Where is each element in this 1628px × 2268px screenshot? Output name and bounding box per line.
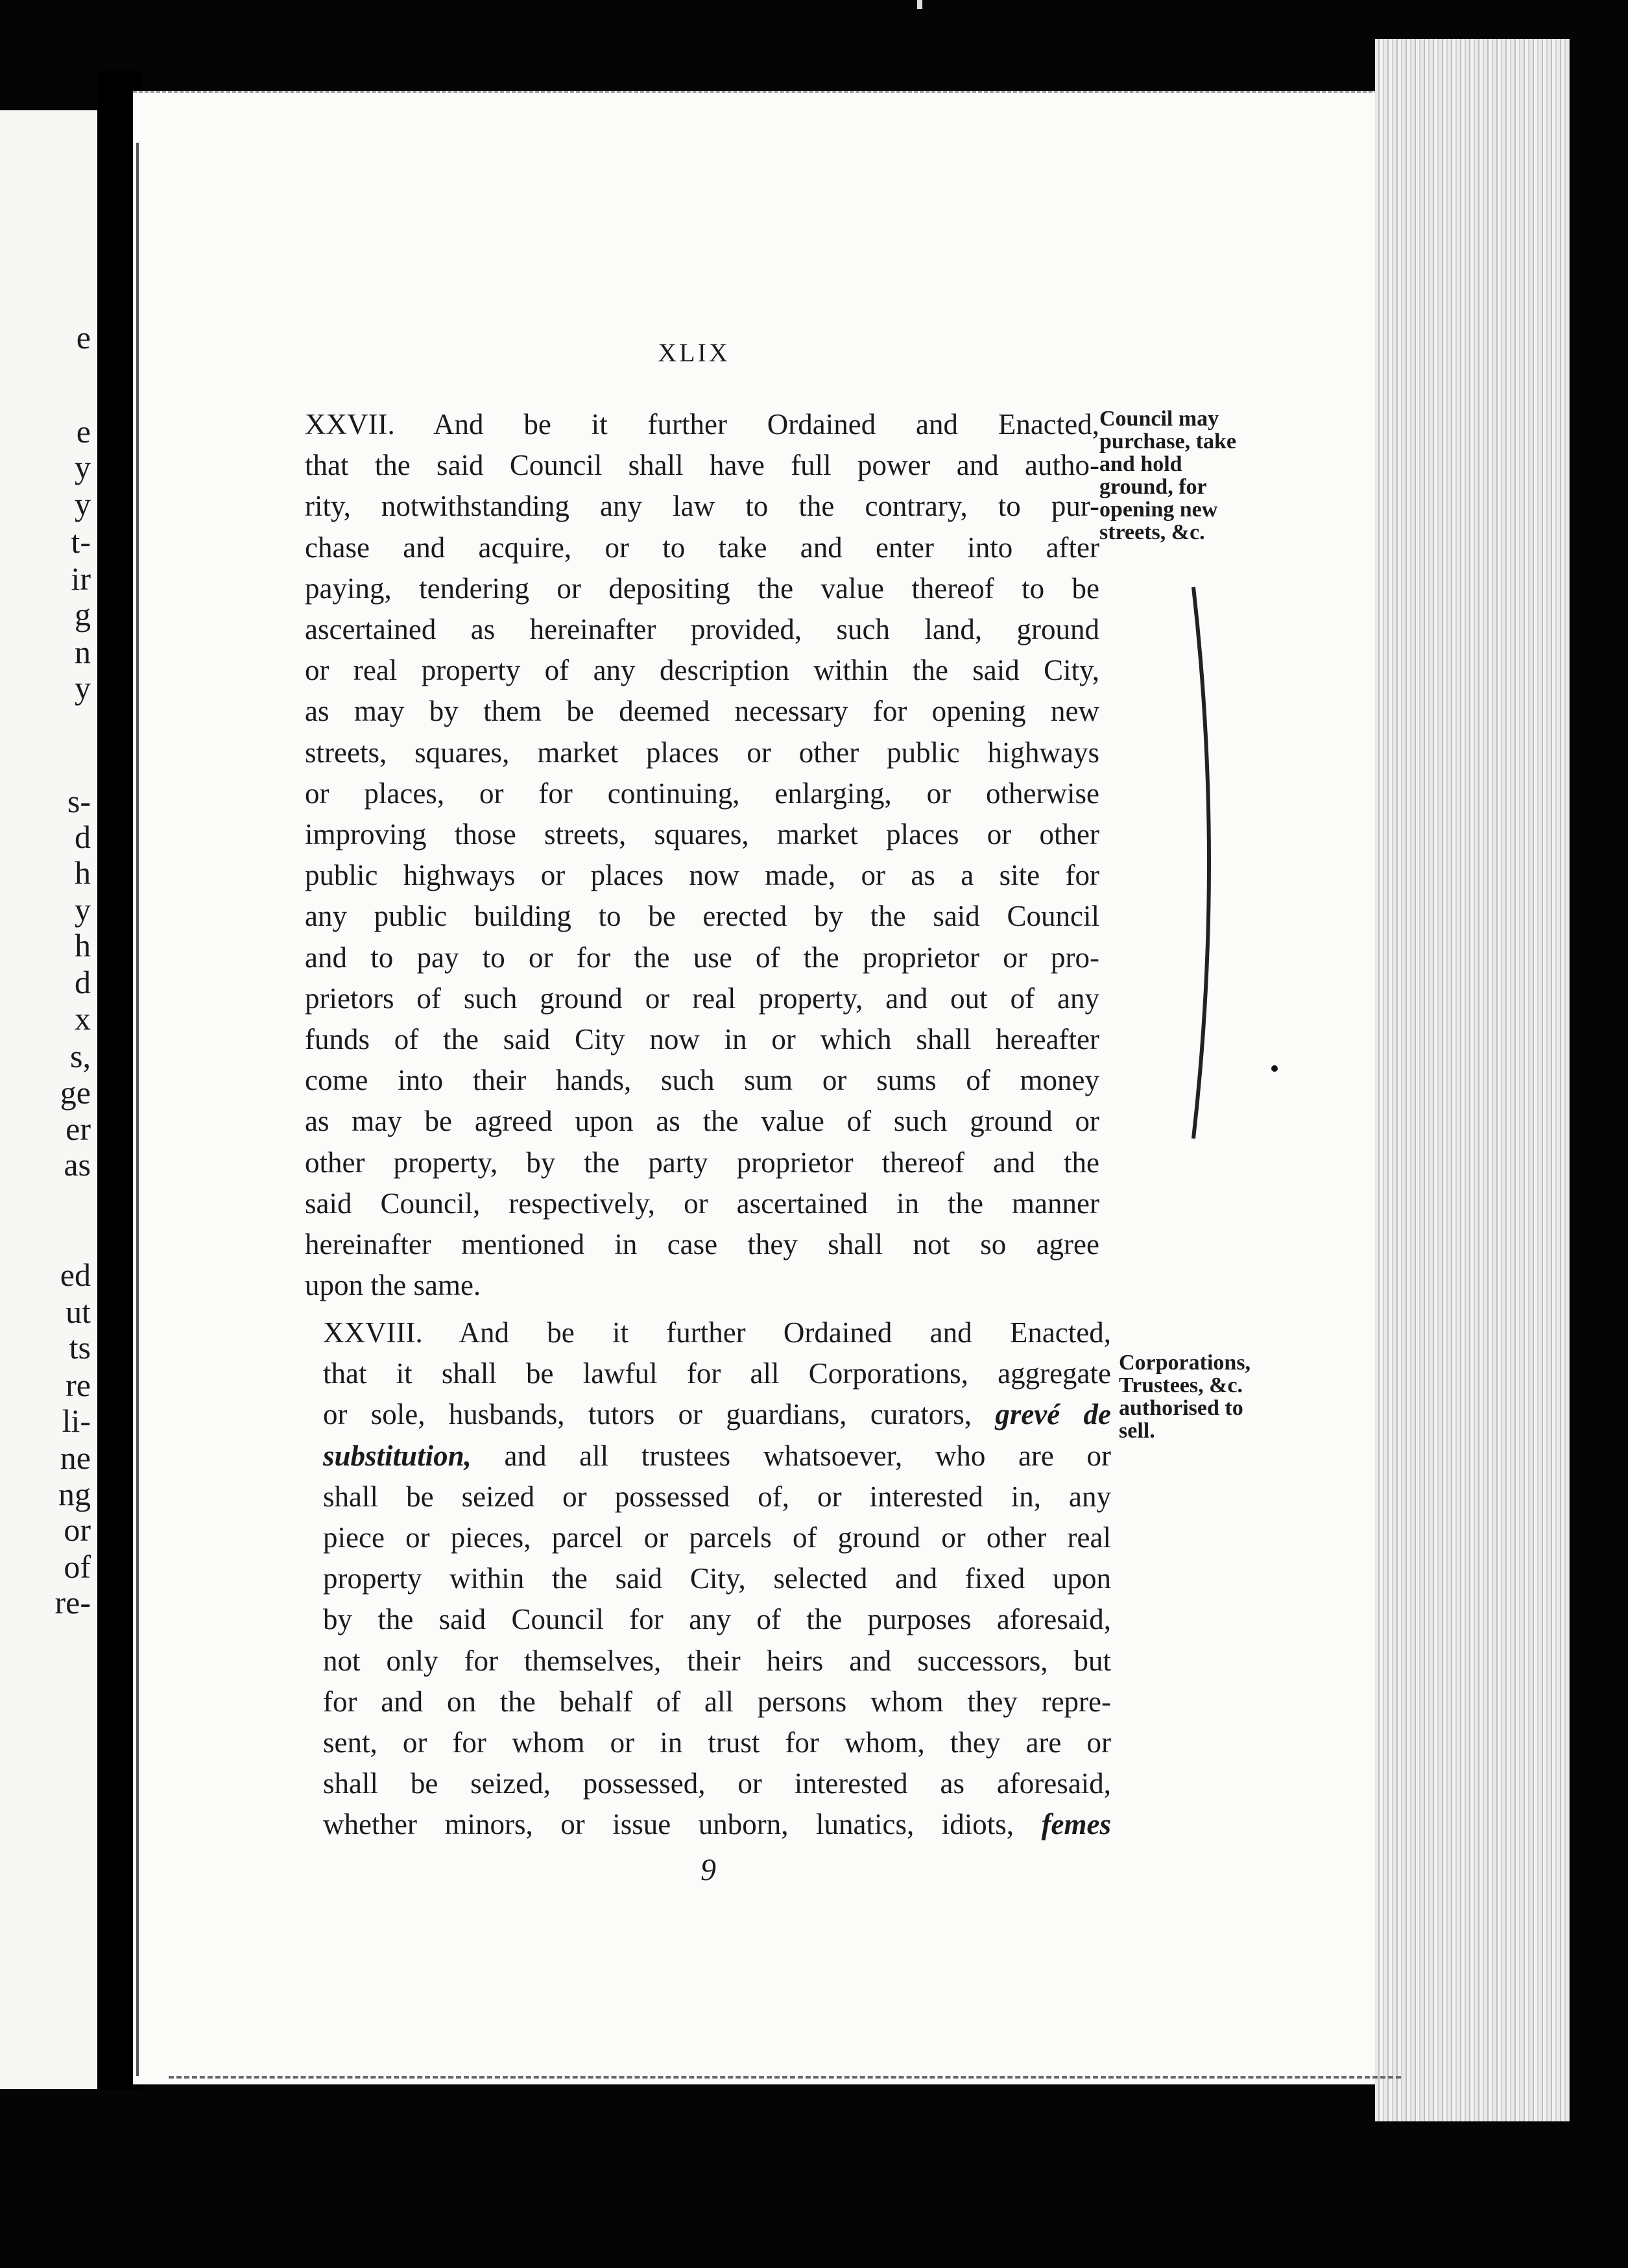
margin-note-line: streets, &c. bbox=[1099, 520, 1205, 544]
margin-note-line: purchase, take bbox=[1099, 429, 1236, 453]
page-number-header: XLIX bbox=[658, 338, 730, 367]
paragraph-line: or places, or for continuing, enlarging, or otherwise bbox=[305, 777, 1099, 810]
left-page-text-fragment: s- bbox=[67, 783, 91, 819]
paragraph-line: property within the said City, selected and fixed upon bbox=[323, 1562, 1111, 1595]
italic-term: substitution, bbox=[323, 1439, 472, 1472]
left-page-text-fragment: y bbox=[75, 891, 91, 928]
section-xxvii-paragraph bbox=[305, 404, 1099, 1306]
paragraph-line: that the said Council shall have full power and autho- bbox=[305, 449, 1099, 482]
margin-note-line: opening new bbox=[1099, 498, 1218, 522]
line-text: or sole, husbands, tutors or guardians, curators, bbox=[323, 1398, 972, 1431]
paragraph-lines-block bbox=[323, 1477, 1111, 1805]
left-page-text-fragment: g bbox=[75, 596, 91, 633]
paragraph-line: that it shall be lawful for all Corporations, aggregate bbox=[323, 1357, 1111, 1390]
paragraph-line: improving those streets, squares, market places or other bbox=[305, 818, 1099, 851]
line-text: whether minors, or issue unborn, lunatics, idiots, bbox=[323, 1808, 1014, 1841]
paragraph-line: as may by them be deemed necessary for opening new bbox=[305, 695, 1099, 728]
paragraph-line: shall be seized, possessed, or interested as aforesaid, bbox=[323, 1767, 1111, 1800]
margin-note-line: Corporations, bbox=[1119, 1351, 1251, 1375]
paragraph-line: prietors of such ground or real property, and out of any bbox=[305, 982, 1099, 1015]
paragraph-line: any public building to be erected by the said Council bbox=[305, 900, 1099, 933]
left-page-text-fragment: re bbox=[66, 1367, 91, 1403]
left-page-text-fragment: ts bbox=[69, 1329, 91, 1366]
paragraph-line: XXVIII. And be it further Ordained and Enacted, bbox=[323, 1316, 1111, 1349]
left-page-text-fragment: er bbox=[66, 1111, 91, 1147]
paragraph-line: shall be seized or possessed of, or interested in, any bbox=[323, 1480, 1111, 1513]
paragraph-line: by the said Council for any of the purposes aforesaid, bbox=[323, 1603, 1111, 1636]
section-xxviii-paragraph bbox=[323, 1312, 1111, 1846]
paragraph-line: hereinafter mentioned in case they shall not so agree bbox=[305, 1228, 1099, 1261]
printer-signature-mark: 9 bbox=[700, 1853, 716, 1887]
section-xxviii-margin-note bbox=[1119, 1351, 1251, 1442]
paragraph-line: sent, or for whom or in trust for whom, they are or bbox=[323, 1726, 1111, 1759]
paragraph-line: rity, notwithstanding any law to the contrary, to pur- bbox=[305, 490, 1099, 523]
left-page-text-fragment: or bbox=[64, 1512, 91, 1548]
paragraph-line: upon the same. bbox=[305, 1269, 481, 1302]
margin-note-line: Trustees, &c. bbox=[1119, 1373, 1243, 1397]
italic-term: femes bbox=[1041, 1808, 1112, 1841]
left-page-text-fragment: ne bbox=[60, 1440, 91, 1476]
section-xxvii-margin-note bbox=[1099, 407, 1236, 544]
left-page-text-fragment: ng bbox=[58, 1476, 91, 1512]
left-page-text-fragment: x bbox=[75, 1000, 91, 1037]
left-page-text-fragment: ed bbox=[60, 1257, 91, 1293]
page-left-rule bbox=[136, 143, 139, 2076]
page-edges bbox=[1375, 39, 1570, 2121]
paragraph-line: funds of the said City now in or which shall hereafter bbox=[305, 1023, 1099, 1056]
margin-bracket bbox=[1187, 584, 1226, 1142]
paragraph-line: piece or pieces, parcel or parcels of ground or other real bbox=[323, 1521, 1111, 1554]
paragraph-line: said Council, respectively, or ascertained in the manner bbox=[305, 1187, 1099, 1220]
left-page-text-fragment: li- bbox=[62, 1403, 91, 1439]
left-page-text-fragment: d bbox=[75, 964, 91, 1000]
line-text: and all trustees whatsoever, who are or bbox=[504, 1439, 1111, 1472]
paragraph-line: public highways or places now made, or as a site for bbox=[305, 859, 1099, 892]
margin-note-line: sell. bbox=[1119, 1419, 1155, 1443]
paragraph-line: or real property of any description within the said City, bbox=[305, 654, 1099, 687]
left-page-text-fragment: h bbox=[75, 854, 91, 891]
left-page-text-fragment: of bbox=[64, 1549, 91, 1585]
left-page-text-fragment: ut bbox=[66, 1294, 91, 1330]
left-page-text-fragment: e bbox=[76, 319, 91, 356]
ink-speck bbox=[1271, 1065, 1278, 1072]
left-page-text-fragment: ir bbox=[71, 561, 91, 597]
page-bottom-rule bbox=[169, 2076, 1401, 2079]
paragraph-line: ascertained as hereinafter provided, such land, ground bbox=[305, 613, 1099, 646]
left-page-text-fragment: re- bbox=[54, 1584, 91, 1621]
paragraph-line bbox=[323, 1804, 1111, 1845]
left-page-text-fragment: h bbox=[75, 927, 91, 963]
paragraph-line: for and on the behalf of all persons whom they repre- bbox=[323, 1685, 1111, 1718]
paragraph-line bbox=[323, 1394, 1111, 1435]
paragraph-line: streets, squares, market places or other public highways bbox=[305, 736, 1099, 769]
left-page-text-fragment: t- bbox=[71, 524, 91, 560]
left-page-text-fragment: s, bbox=[70, 1038, 91, 1074]
paragraph-line: XXVII. And be it further Ordained and Enacted, bbox=[305, 408, 1099, 440]
edge-bleed-text bbox=[1485, 804, 1524, 1453]
paragraph-line bbox=[323, 1436, 1111, 1477]
margin-note-line: ground, for bbox=[1099, 475, 1207, 499]
left-page-text-fragment: y bbox=[75, 486, 91, 522]
italic-term: grevé de bbox=[995, 1398, 1111, 1431]
paragraph-line: come into their hands, such sum or sums of money bbox=[305, 1064, 1099, 1097]
ink-speck bbox=[917, 0, 922, 9]
paragraph-line: chase and acquire, or to take and enter into after bbox=[305, 531, 1099, 564]
margin-note-line: and hold bbox=[1099, 452, 1182, 476]
previous-page-margin bbox=[0, 110, 100, 2089]
left-page-text-fragment: as bbox=[64, 1146, 91, 1183]
paragraph-line: not only for themselves, their heirs and successors, but bbox=[323, 1644, 1111, 1677]
margin-note-line: Council may bbox=[1099, 407, 1219, 431]
paragraph-line: and to pay to or for the use of the proprietor or pro- bbox=[305, 941, 1099, 974]
paragraph-line: as may be agreed upon as the value of such ground or bbox=[305, 1105, 1099, 1138]
paragraph-line: paying, tendering or depositing the value thereof to be bbox=[305, 572, 1099, 605]
left-page-text-fragment: y bbox=[75, 449, 91, 485]
left-page-text-fragment: d bbox=[75, 819, 91, 855]
margin-note-line: authorised to bbox=[1119, 1396, 1243, 1420]
left-page-text-fragment: ge bbox=[60, 1074, 91, 1111]
left-page-text-fragment: n bbox=[75, 634, 91, 670]
left-page-text-fragment: e bbox=[76, 413, 91, 450]
paragraph-line: other property, by the party proprietor thereof and the bbox=[305, 1146, 1099, 1179]
left-page-text-fragment: y bbox=[75, 670, 91, 706]
